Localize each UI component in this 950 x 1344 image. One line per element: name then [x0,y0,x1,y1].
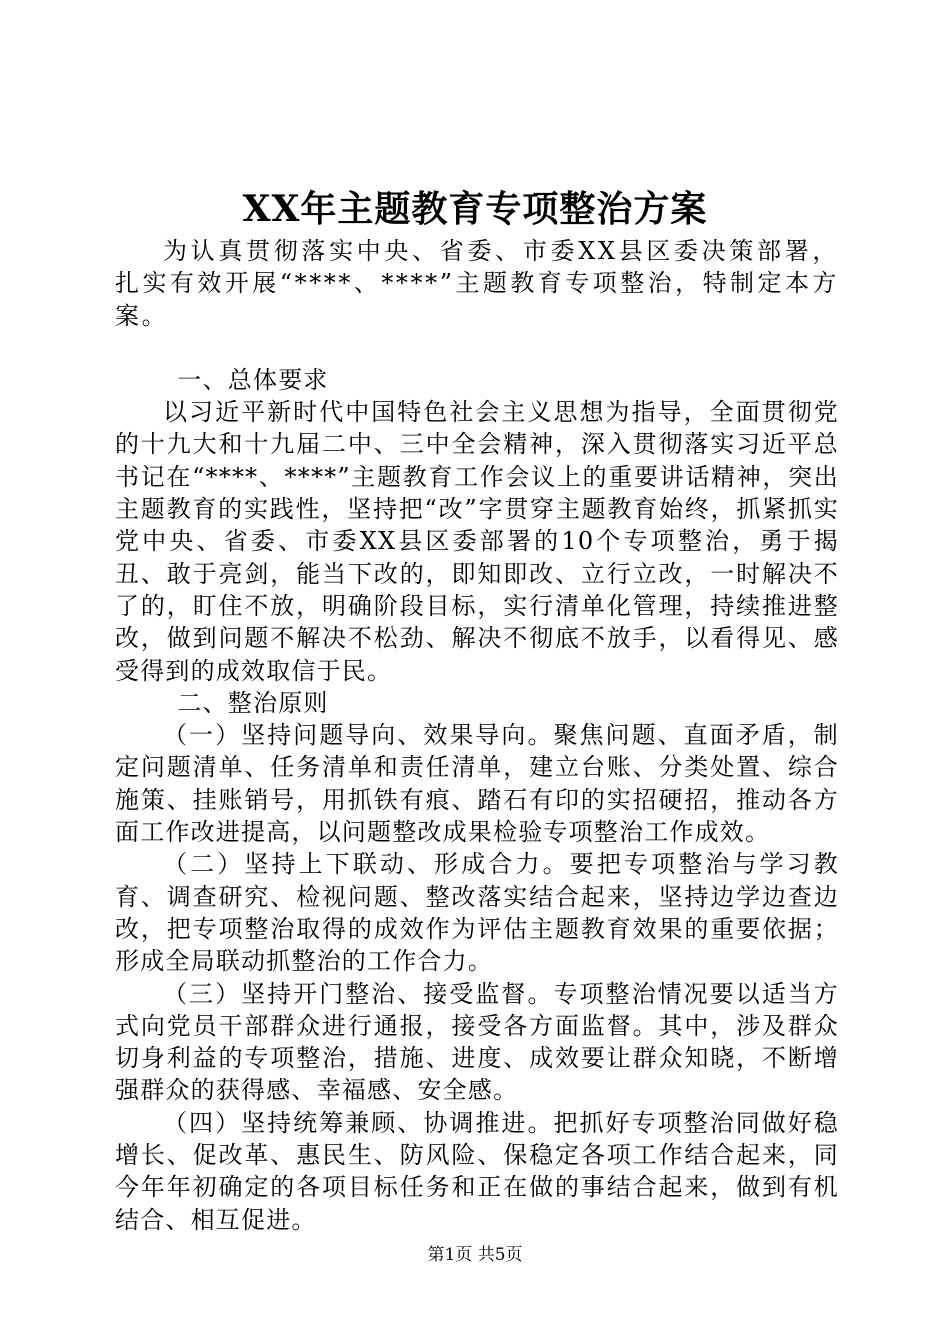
principle-2-paragraph: （二）坚持上下联动、形成合力。要把专项整治与学习教育、调查研究、检视问题、整改落实结合起来，坚持边学边查边改，把专项整治取得的成效作为评估主题教育效果的重要依据；形成全局联动抓整治的工作合力。 [115,850,839,976]
document-body [115,235,839,1236]
section-2-heading: 二、整治原则 [177,688,329,717]
principle-4-paragraph: （四）坚持统筹兼顾、协调推进。把抓好专项整治同做好稳增长、促改革、惠民生、防风险、保稳定各项工作结合起来，同今年年初确定的各项目标任务和正在做的事结合起来，做到有机结合、相互促进。 [115,1108,839,1234]
section-1-paragraph: 以习近平新时代中国特色社会主义思想为指导，全面贯彻党的十九大和十九届二中、三中全会精神，深入贯彻落实习近平总书记在“****、****”主题教育工作会议上的重要讲话精神，突出主题教育的实践性，坚持把“改”字贯穿主题教育始终，抓紧抓实党中央、省委、市委XX县区委部署的10个专项整治，勇于揭丑、敢于亮剑，能当下改的，即知即改、立行立改，一时解决不了的，盯住不放，明确阶段目标，实行清单化管理，持续推进整改，做到问题不解决不松劲、解决不彻底不放手，以看得见、感受得到的成效取信于民。 [115,398,839,685]
paragraph-gap [115,332,839,364]
intro-paragraph: 为认真贯彻落实中央、省委、市委XX县区委决策部署，扎实有效开展“****、****”主题教育专项整治，特制定本方案。 [115,237,839,330]
page-footer: 第1页 共5页 [427,1245,523,1265]
principle-3-paragraph: （三）坚持开门整治、接受监督。专项整治情况要以适当方式向党员干部群众进行通报，接受各方面监督。其中，涉及群众切身利益的专项整治，措施、进度、成效要让群众知晓，不断增强群众的获得感、幸福感、安全感。 [115,979,839,1105]
section-1-heading: 一、总体要求 [177,365,329,394]
document-title: XX年主题教育专项整治方案 [242,188,708,230]
principle-1-paragraph: （一）坚持问题导向、效果导向。聚焦问题、直面矛盾，制定问题清单、任务清单和责任清单，建立台账、分类处置、综合施策、挂账销号，用抓铁有痕、踏石有印的实招硬招，推动各方面工作改进提高，以问题整改成果检验专项整治工作成效。 [115,721,839,847]
